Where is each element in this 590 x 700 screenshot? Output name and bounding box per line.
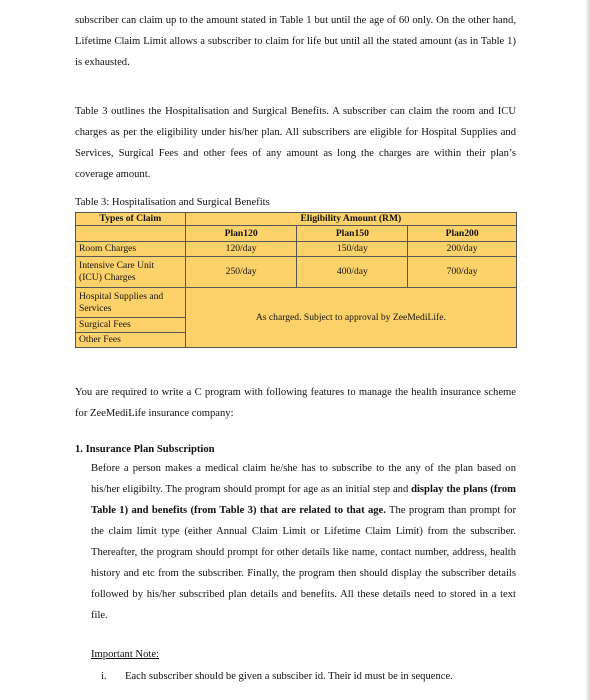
icu-plan200-value: 700/day (408, 257, 517, 288)
paragraph-plan-subscription (91, 458, 516, 626)
paragraph-table3-intro: Table 3 outlines the Hospitalisation and Surgical Benefits. A subscriber can claim the room and ICU charges as per the eligibility under his/her plan. All subscribers are eligible for Hospital Supplies and Services, Surgical Fees and other fees of any amount as long the charges are within their plan’s coverage amount. (75, 106, 516, 180)
icu-label-line1: Intensive Care Unit (79, 260, 155, 271)
room-plan150-value: 150/day (297, 242, 408, 257)
page-edge-shadow (586, 0, 590, 700)
as-charged-note: As charged. Subject to approval by ZeeMediLife. (185, 288, 516, 348)
row-icu-charges-label (76, 257, 186, 288)
icu-plan150-value: 400/day (297, 257, 408, 288)
note-item-text: Each subscriber should be given a subsciber id. Their id must be in sequence. (125, 671, 453, 682)
header-plan150: Plan150 (297, 226, 408, 242)
section-title-plan-subscription: 1. Insurance Plan Subscription (75, 444, 215, 455)
table3-caption: Table 3: Hospitalisation and Surgical Benefits (75, 197, 270, 208)
icu-label-line2: (ICU) Charges (79, 272, 136, 283)
supplies-label-line2: Services (79, 302, 112, 314)
table-row (76, 257, 517, 288)
section1-text-a: Before a person makes a medical claim he/she has to subscribe to the any of the plan based on his/her eligibilty. The program should prompt for age as an initial step and (91, 463, 516, 495)
header-eligibility-amount: Eligibility Amount (RM) (185, 213, 516, 226)
table-row (76, 288, 517, 318)
icu-plan120-value: 250/day (185, 257, 297, 288)
paragraph-requirement: You are required to write a C program with following features to manage the health insurance scheme for ZeeMediLife insurance company: (75, 387, 516, 419)
supplies-label-line1: Hospital Supplies and (79, 290, 164, 302)
hospitalisation-benefits-table (75, 212, 517, 348)
note-item-number: i. (101, 671, 107, 682)
header-types-of-claim: Types of Claim (76, 213, 186, 226)
section1-text-bold: display the plans (from Table 1) and benefits (from Table 3) that are related to that age. (91, 484, 516, 516)
row-surgical-fees-label: Surgical Fees (76, 318, 186, 333)
header-plan200: Plan200 (408, 226, 517, 242)
section1-text-b: The program than prompt for the claim limit type (either Annual Claim Limit or Lifetime Claim Limit) from the subscriber. Thereafter, the program should prompt for other details like name, contact number, address, health history and etc from the subscriber. Finally, the program then should display the subscriber details followed by his/her subscribed plan details and benefits. All these details need to stored in a text file. (91, 505, 517, 621)
table-row (76, 242, 517, 257)
row-hospital-supplies-label (76, 288, 186, 318)
paragraph-claim-limit: subscriber can claim up to the amount stated in Table 1 but until the age of 60 only. On the other hand, Lifetime Claim Limit allows a subscriber to claim for life but until all the stated amount (as in Table 1) is exhausted. (75, 15, 516, 68)
note-item (101, 670, 453, 684)
header-blank-cell (76, 226, 186, 242)
header-plan120: Plan120 (185, 226, 297, 242)
row-other-fees-label: Other Fees (76, 333, 186, 348)
row-room-charges-label: Room Charges (76, 242, 186, 257)
room-plan120-value: 120/day (185, 242, 297, 257)
room-plan200-value: 200/day (408, 242, 517, 257)
important-note-heading: Important Note: (91, 649, 159, 660)
